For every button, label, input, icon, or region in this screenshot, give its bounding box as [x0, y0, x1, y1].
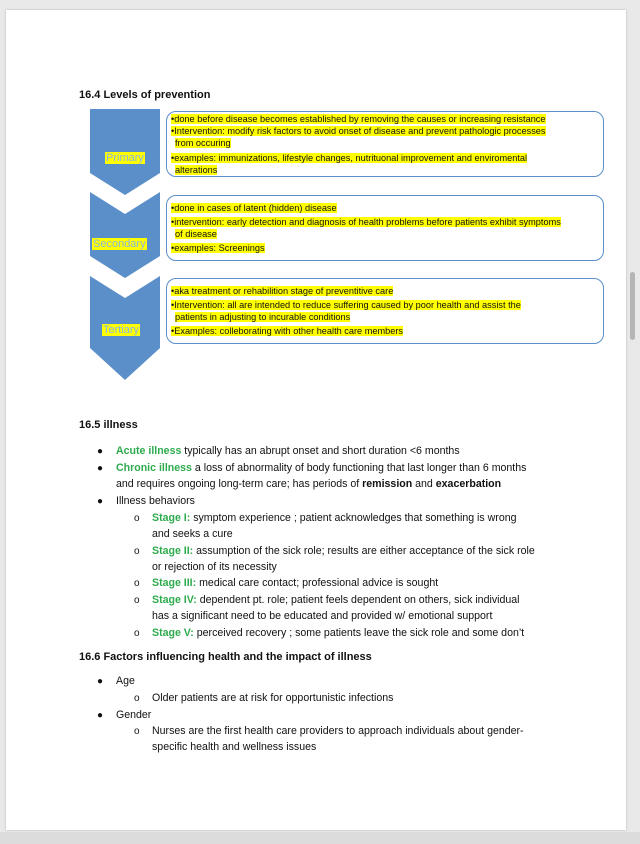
level-description-box	[166, 195, 604, 261]
desc-line: •Examples: colleborating with other health care members	[171, 326, 403, 336]
document-page	[6, 10, 626, 830]
desc-line: •intervention: early detection and diagnosis of health problems before patients exhibit symptoms	[171, 217, 561, 227]
list-item-chronic-cont: and requires ongoing long-term care; has periods of remission and exacerbation	[116, 478, 502, 490]
next-page-edge	[0, 832, 640, 844]
stage-item-cont: or rejection of its necessity	[152, 561, 277, 573]
heading-illness: 16.5 illness	[79, 419, 138, 431]
desc-line: •Intervention: all are intended to reduce suffering caused by poor health and assist the	[171, 300, 521, 310]
circle-bullet-icon: o	[134, 595, 140, 606]
desc-line: •examples: Screenings	[171, 243, 265, 253]
bullet-icon: ●	[97, 496, 104, 507]
list-item-acute: Acute illness typically has an abrupt onset and short duration <6 months	[116, 445, 460, 457]
circle-bullet-icon: o	[134, 546, 140, 557]
level-label: Tertiary	[103, 324, 140, 336]
level-label: Primary	[106, 152, 144, 164]
level-label: Secondary	[93, 238, 146, 250]
level-description-box	[166, 278, 604, 344]
circle-bullet-icon: o	[134, 726, 140, 737]
desc-line: •aka treatment or rehabilition stage of preventitive care	[171, 286, 394, 296]
heading-levels-of-prevention: 16.4 Levels of prevention	[79, 89, 211, 101]
stage-item-cont: has a significant need to be educated and provided w/ emotional support	[152, 610, 493, 622]
stage-item: Stage I: symptom experience ; patient acknowledges that something is wrong	[152, 512, 517, 524]
heading-factors: 16.6 Factors influencing health and the impact of illness	[79, 651, 372, 663]
bullet-icon: ●	[97, 463, 104, 474]
stage-item: Stage IV: dependent pt. role; patient feels dependent on others, sick individual	[152, 594, 520, 606]
list-item-gender: Gender	[116, 709, 152, 721]
sub-item-gender-cont: specific health and wellness issues	[152, 741, 317, 753]
list-item-illness-behaviors: Illness behaviors	[116, 495, 195, 507]
circle-bullet-icon: o	[134, 628, 140, 639]
sub-item-gender: Nurses are the first health care providers to approach individuals about gender-	[152, 725, 524, 737]
desc-line: •examples: immunizations, lifestyle changes, nutrituonal improvement and enviromental	[171, 153, 528, 163]
level-description-box	[166, 111, 604, 177]
bullet-icon: ●	[97, 710, 104, 721]
circle-bullet-icon: o	[134, 513, 140, 524]
circle-bullet-icon: o	[134, 578, 140, 589]
bullet-icon: ●	[97, 446, 104, 457]
stage-item-cont: and seeks a cure	[152, 528, 233, 540]
stage-item: Stage II: assumption of the sick role; results are either acceptance of the sick role	[152, 545, 535, 557]
desc-line: •Intervention: modify risk factors to avoid onset of disease and prevent pathologic processes	[171, 126, 546, 136]
list-item-age: Age	[116, 675, 135, 687]
sub-item-age: Older patients are at risk for opportunistic infections	[152, 692, 394, 704]
list-item-chronic: Chronic illness a loss of abnormality of body functioning that last longer than 6 months	[116, 462, 527, 474]
vertical-scrollbar[interactable]	[630, 272, 635, 340]
desc-line: •done in cases of latent (hidden) disease	[171, 203, 337, 213]
desc-line: •done before disease becomes established by removing the causes or increasing resistance	[171, 114, 546, 124]
circle-bullet-icon: o	[134, 693, 140, 704]
desc-line: from occuring	[175, 138, 231, 148]
desc-line: alterations	[175, 165, 218, 175]
desc-line: of disease	[175, 229, 217, 239]
stage-item: Stage III: medical care contact; professional advice is sought	[152, 577, 439, 589]
bullet-icon: ●	[97, 676, 104, 687]
stage-item: Stage V: perceived recovery ; some patients leave the sick role and some don’t	[152, 627, 525, 639]
desc-line: patients in adjusting to incurable conditions	[175, 312, 351, 322]
